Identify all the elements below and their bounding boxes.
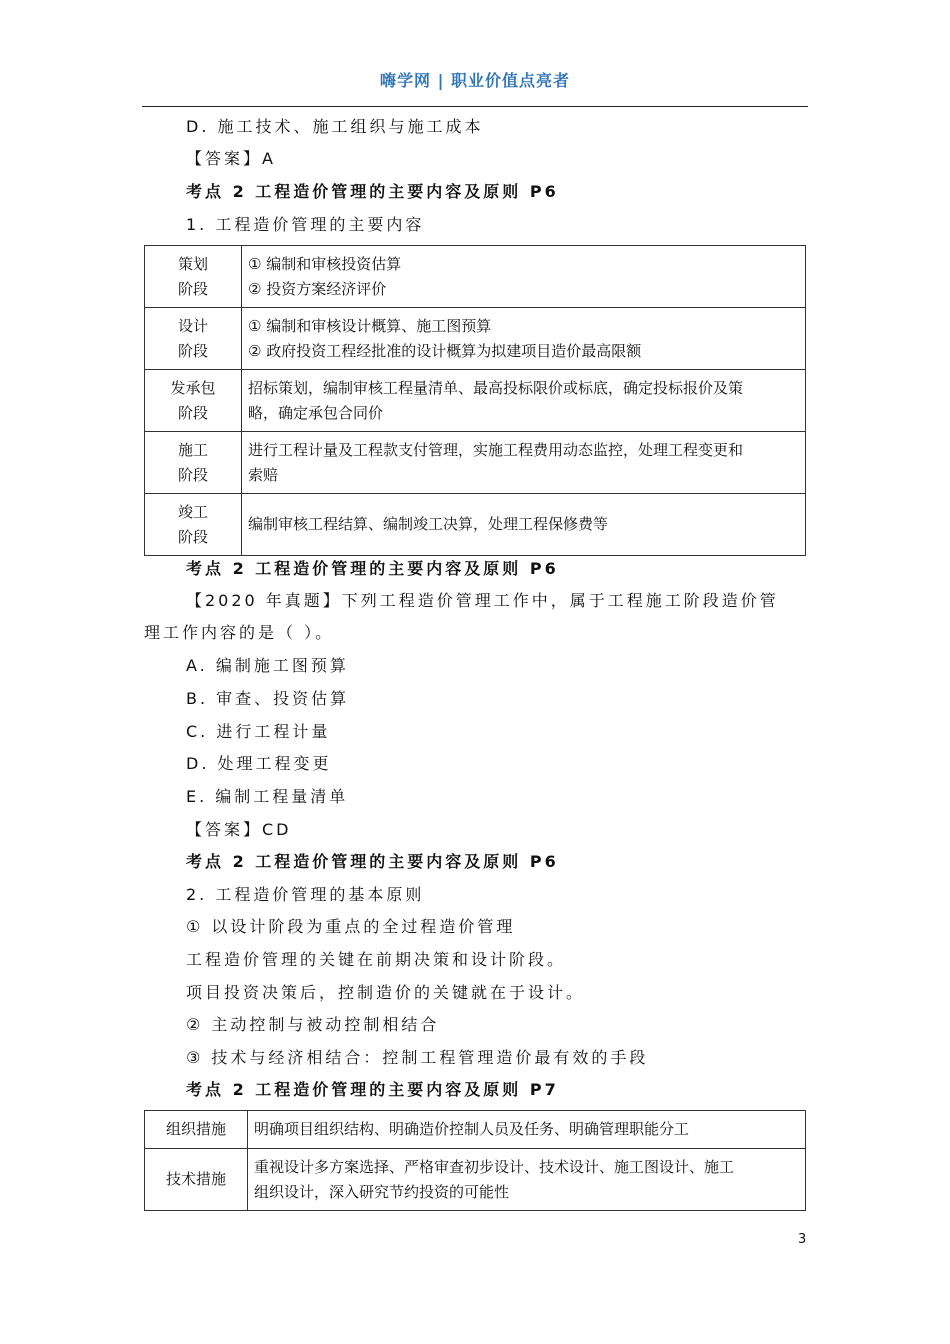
stage-label: 设计 (177, 316, 208, 335)
option-b: B. 审查、投资估算 (186, 689, 350, 708)
principle-1: ① 以设计阶段为重点的全过程造价管理 (186, 917, 516, 936)
measure-label-cell: 技术措施 (145, 1149, 248, 1211)
body-text: 项目投资决策后，控制造价的关键就在于设计。 (186, 983, 586, 1002)
desc-text: 明确项目组织结构、明确造价控制人员及任务、明确管理职能分工 (254, 1120, 690, 1138)
stage-label: 施工 (177, 440, 208, 459)
body-text: 工程造价管理的关键在前期决策和设计阶段。 (186, 950, 567, 969)
stage-label: 阶段 (177, 279, 208, 298)
desc-cell (242, 370, 806, 432)
table-row (145, 1111, 806, 1149)
stage-label: 阶段 (177, 527, 208, 546)
table-row (145, 1149, 806, 1211)
stages-table (144, 245, 806, 556)
answer: 【答案】A (186, 149, 276, 168)
desc-cell (248, 1111, 806, 1149)
table-row (145, 246, 806, 308)
measure-label-cell: 组织措施 (145, 1111, 248, 1149)
subheading: 1. 工程造价管理的主要内容 (186, 215, 425, 234)
desc-text: ① 编制和审核设计概算、施工图预算 (248, 316, 492, 335)
stage-cell (145, 432, 242, 494)
desc-text: 索赔 (248, 465, 279, 484)
table-row (145, 370, 806, 432)
measures-table (144, 1110, 806, 1211)
desc-text: 略，确定承包合同价 (248, 403, 384, 422)
desc-text: 组织设计，深入研究节约投资的可能性 (254, 1182, 510, 1201)
stage-cell (145, 308, 242, 370)
option-a: A. 编制施工图预算 (186, 656, 349, 675)
principle-3: ③ 技术与经济相结合：控制工程管理造价最有效的手段 (186, 1048, 649, 1067)
desc-text: 进行工程计量及工程款支付管理，实施工程费用动态监控，处理工程变更和 (248, 440, 744, 459)
stage-label: 竣工 (177, 502, 208, 521)
stage-label: 阶段 (177, 403, 208, 422)
header-title: 嗨学网 | 职业价值点亮者 (380, 71, 570, 90)
stage-label: 阶段 (177, 341, 208, 360)
desc-text: ② 政府投资工程经批准的设计概算为拟建项目造价最高限额 (248, 341, 642, 360)
table-row (145, 494, 806, 556)
question-stem-cont: 理工作内容的是（ ）。 (144, 623, 335, 642)
desc-cell (242, 308, 806, 370)
table-row (145, 432, 806, 494)
question-stem: 【2020 年真题】下列工程造价管理工作中，属于工程施工阶段造价管 (186, 591, 779, 610)
option-c: C. 进行工程计量 (186, 722, 331, 741)
desc-text: 招标策划，编制审核工程量清单、最高投标限价或标底，确定投标报价及策 (248, 378, 744, 397)
stage-cell (145, 246, 242, 308)
header-divider (142, 106, 808, 107)
principle-2: ② 主动控制与被动控制相结合 (186, 1015, 440, 1034)
section-heading: 考点 2 工程造价管理的主要内容及原则 P6 (186, 182, 559, 201)
stage-label: 发承包 (170, 378, 216, 397)
stage-label: 阶段 (177, 465, 208, 484)
desc-cell (242, 494, 806, 556)
desc-cell (242, 246, 806, 308)
desc-text: ① 编制和审核投资估算 (248, 254, 402, 273)
stage-cell (145, 370, 242, 432)
subheading: 2. 工程造价管理的基本原则 (186, 885, 425, 904)
section-heading: 考点 2 工程造价管理的主要内容及原则 P6 (186, 559, 559, 578)
desc-cell (242, 432, 806, 494)
section-heading: 考点 2 工程造价管理的主要内容及原则 P6 (186, 852, 559, 871)
answer: 【答案】CD (186, 820, 292, 839)
page-number: 3 (798, 1232, 807, 1247)
table-row (145, 308, 806, 370)
desc-text: 编制审核工程结算、编制竣工决算，处理工程保修费等 (248, 515, 609, 533)
stage-label: 策划 (177, 254, 208, 273)
option-d: D. 施工技术、施工组织与施工成本 (186, 117, 484, 136)
desc-cell (248, 1149, 806, 1211)
desc-text: 重视设计多方案选择、严格审查初步设计、技术设计、施工图设计、施工 (254, 1157, 735, 1176)
option-d: D. 处理工程变更 (186, 754, 332, 773)
stage-cell (145, 494, 242, 556)
option-e: E. 编制工程量清单 (186, 787, 349, 806)
desc-text: ② 投资方案经济评价 (248, 279, 387, 298)
section-heading: 考点 2 工程造价管理的主要内容及原则 P7 (186, 1080, 559, 1099)
